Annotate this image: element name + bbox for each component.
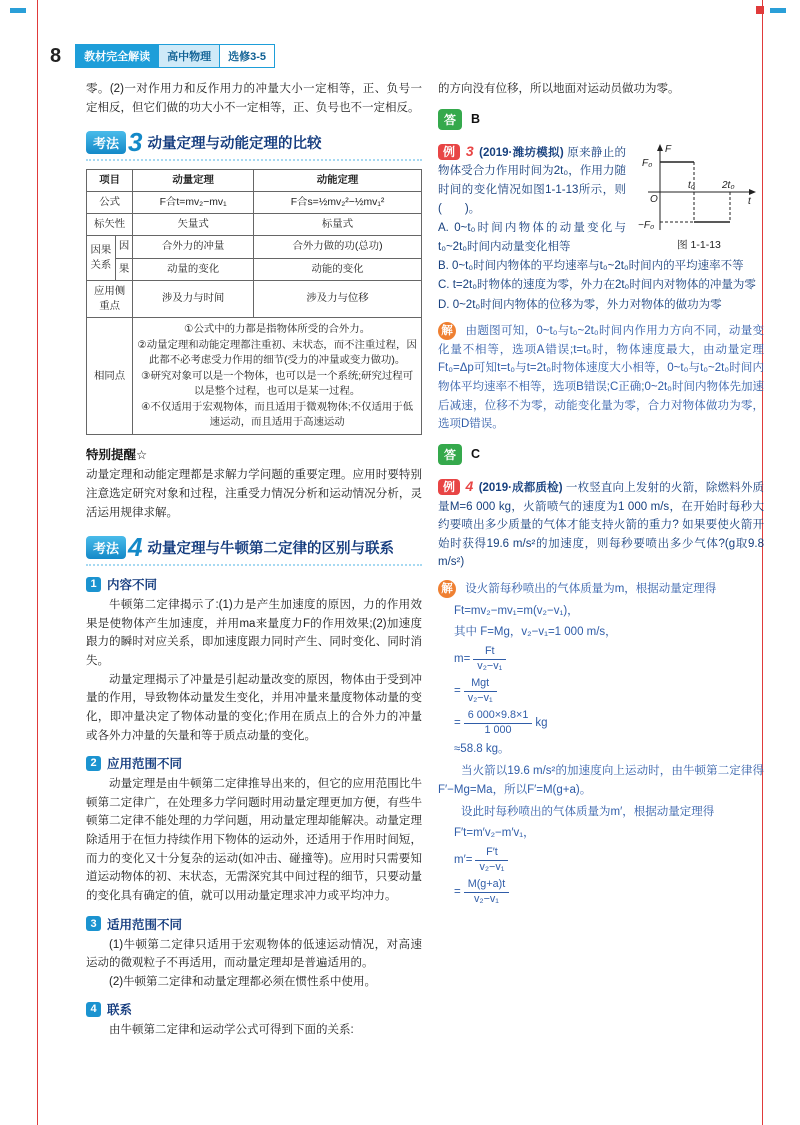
registration-mark: [10, 8, 26, 13]
similarity-item: ④不仅适用于宏观物体，而且适用于微观物体;不仅适用于低速运动，而且适用于高速运动: [141, 402, 414, 429]
cell-momentum-vector: 矢量式: [133, 214, 254, 236]
option-b: B. 0~t₀时间内物体的平均速率与t₀~2t₀时间内的平均速率不等: [438, 259, 744, 272]
section-title: 联系: [107, 1003, 133, 1018]
section4-heading: [86, 1000, 422, 1018]
frac-suffix: kg: [535, 717, 548, 730]
section-number-badge: 4: [86, 1002, 101, 1017]
content-columns: [86, 80, 764, 1040]
answer-row: [438, 109, 764, 130]
frac-lhs: =: [454, 685, 461, 698]
frac-lhs: =: [454, 886, 461, 899]
cell-effect-energy: 动能的变化: [254, 258, 422, 280]
tick-label-negF0: −F₀: [638, 219, 655, 231]
example-text: 一枚竖直向上发射的火箭，除燃料外质量M=6 000 kg，火箭喷气的速度为1 000 m/s，在开始时每秒大约要喷出多少质量的气体才能支持火箭的重力? 如果要使火箭开始时获得19.6 m/s²的加速度，则每秒要喷出多少气体?(g取9.8 m/s²): [438, 481, 764, 569]
frac-numerator: 6 000×9.8×1: [464, 709, 533, 723]
cell-cause-momentum: 合外力的冲量: [133, 236, 254, 258]
tick-label-2t0: 2t₀: [722, 179, 735, 191]
kaofa-title: 动量定理与牛顿第二定律的区别与联系: [147, 540, 394, 557]
fraction: [473, 645, 506, 673]
similarity-item: ②动量定理和动能定理都注重初、末状态，而不注重过程，因此都不必考虑受力作用的细节(受力的冲量或变力做功)。: [137, 339, 417, 366]
solution-text: 由题图可知，0~t₀与t₀~2t₀时间内作用力方向不同，动量变化量不相等，选项A错误;t=t₀时，物体速度最大，由动量定理Ft₀=Δp可知t=t₀与t=2t₀时物体速度大小相等，0~t₀与t₀~2t₀时间内物体平均速率不相等，选项B错误;C正确;0~2t₀时间内物体先加速后减速，位移不为零，动能变化量为零，合力对物体做功为零，选项D错误。: [438, 325, 765, 431]
solution-badge: 解: [438, 580, 456, 598]
kaofa3-heading: [86, 129, 422, 161]
cell-similarities: [133, 317, 422, 435]
registration-mark: [770, 8, 786, 13]
example4-stem: [438, 475, 764, 572]
section4-paragraph: 由牛顿第二定律和运动学公式可得到下面的关系:: [109, 1024, 354, 1037]
equation-line: ≈58.8 kg。: [454, 743, 510, 756]
section-number-badge: 1: [86, 577, 101, 592]
tick-label-F0: F₀: [642, 157, 653, 169]
kaofa4-heading: [86, 534, 422, 566]
section3-paragraph: (1)牛顿第二定律只适用于宏观物体的低速运动情况，对高速运动的微观粒子不再适用，而动量定理却是普遍适用的。: [86, 938, 422, 970]
solution-intro: [438, 580, 764, 599]
figure-1-1-13: [634, 140, 764, 252]
section-number-badge: 3: [86, 916, 101, 931]
section1-paragraph: 动量定理揭示了冲量是引起动量改变的原因，物体由于受到冲量的作用，导致物体动量发生变化，并用冲量来量度物体动量的变化，即冲量决定了物体动量的变化;作用在质点上的合外力的冲量或各外力冲量的矢量和等于质点动量的变化。: [86, 673, 422, 742]
sub-label-cause: 因: [115, 236, 132, 258]
answer-row: [438, 444, 764, 465]
solution-paragraph: 设此时每秒喷出的气体质量为m′，根据动量定理得: [461, 805, 715, 818]
section1-paragraph: 牛顿第二定律揭示了:(1)力是产生加速度的原因，力的作用效果是使物体产生加速度，并用ma来量度力F的作用效果;(2)加速度跟力的瞬时对应关系，即加速度跟力同时产生、同时变化、同时消失。: [86, 599, 422, 668]
col-header-energy: 动能定理: [254, 170, 422, 192]
fraction: [475, 846, 508, 874]
option-d: D. 0~2t₀时间内物体的位移为零，外力对物体的做功为零: [438, 298, 722, 311]
option-a: A. 0~t₀时间内物体的动量变化与t₀~2t₀时间内动量变化相等: [438, 222, 626, 253]
section-title: 内容不同: [107, 578, 158, 593]
cell-cause-energy: 合外力做的功(总功): [254, 236, 422, 258]
section2-paragraph: 动量定理是由牛顿第二定律推导出来的，但它的应用范围比牛顿第二定律广，在处理多力学问题时用动量定理更加方便，有些牛顿第二定律不能处理的力学问题，用动量定理却能解决。动量定理除适用于在恒力持续作用下物体的运动外，还适用于作用时间短，而力的变化又十分复杂的运动(如冲击、碰撞等)。应用时只需要知道运动物体的初、末状态，无需深究其中间过程的细节，只要动量的变化具有确定的值，就可以用动量定理求冲力或平均冲力。: [86, 778, 422, 902]
table-row: [87, 236, 422, 258]
kaofa-number: 4: [128, 532, 143, 563]
example-badge: 例: [438, 144, 460, 160]
kaofa-tag: 考法: [86, 536, 126, 559]
frac-denominator: v₂−v₁: [474, 892, 499, 905]
origin-label: O: [650, 193, 658, 205]
frac-lhs: m=: [454, 653, 471, 666]
fraction: [464, 878, 510, 906]
solution-paragraph: 当火箭以19.6 m/s²的加速度向上运动时，由牛顿第二定律得F′−Mg=Ma，所以F′=M(g+a)。: [438, 765, 764, 796]
option-c: C. t=2t₀时物体的速度为零，外力在2t₀时间内对物体的冲量为零: [438, 279, 756, 292]
table-row: [87, 192, 422, 214]
frac-lhs: =: [454, 717, 461, 730]
fraction-line: [454, 645, 764, 673]
similarity-item: ③研究对象可以是一个物体，也可以是一个系统;研究过程可以是整个过程，也可以是某一过程。: [141, 371, 414, 398]
example-number: 3: [465, 142, 474, 159]
cell-energy-formula: F合s=½mv₂²−½mv₁²: [254, 192, 422, 214]
solution4-block: [438, 580, 764, 906]
table-header-row: [87, 170, 422, 192]
continuation-paragraph: 的方向没有位移，所以地面对运动员做功为零。: [438, 83, 680, 95]
example-source: (2019·潍坊模拟): [479, 146, 564, 159]
frac-numerator: Mgt: [464, 677, 497, 691]
frac-numerator: F′t: [475, 846, 508, 860]
edition-badge: 选修3-5: [220, 44, 275, 68]
col-header-item: 项目: [87, 170, 133, 192]
cell-energy-scalar: 标量式: [254, 214, 422, 236]
cell-focus-momentum: 涉及力与时间: [133, 280, 254, 317]
subject-badge: 高中物理: [159, 44, 220, 68]
section3-paragraph: (2)牛顿第二定律和动量定理都必须在惯性系中使用。: [109, 975, 377, 988]
cell-effect-momentum: 动量的变化: [133, 258, 254, 280]
fraction-line: [454, 846, 764, 874]
left-column: [86, 80, 422, 1040]
kaofa-number: 3: [128, 127, 143, 158]
example3-block: [438, 140, 764, 315]
frac-denominator: v₂−v₁: [467, 691, 493, 704]
frac-denominator: v₂−v₁: [477, 659, 503, 672]
frac-numerator: M(g+a)t: [464, 878, 510, 892]
solution3-block: [438, 322, 764, 434]
kaofa-title: 动量定理与动能定理的比较: [147, 135, 322, 152]
page-number: 8: [50, 44, 62, 67]
kaofa-tag: 考法: [86, 131, 126, 154]
example4-block: [438, 475, 764, 572]
section2-heading: [86, 754, 422, 772]
table-row: [87, 258, 422, 280]
cell-focus-energy: 涉及力与位移: [254, 280, 422, 317]
axis-label-F: F: [665, 143, 672, 155]
frac-denominator: v₂−v₁: [479, 860, 505, 873]
row-label: 相同点: [87, 317, 133, 435]
figure-caption: 图 1-1-13: [677, 238, 721, 251]
example-text: 原来静止的物体受合力作用时间为2t₀，作用力随时间的变化情况如图1-1-13所示，则( )。: [438, 146, 627, 215]
example-source: (2019·成都质检): [478, 481, 563, 494]
equation-line: Ft=mv₂−mv₁=m(v₂−v₁)，: [454, 604, 579, 617]
equation-line: 其中 F=Mg，v₂−v₁=1 000 m/s，: [454, 625, 617, 638]
answer-badge: 答: [438, 109, 462, 130]
row-label: 标矢性: [87, 214, 133, 236]
answer-badge: 答: [438, 444, 462, 465]
tick-label-t0: t₀: [688, 179, 695, 191]
equation-line: F′t=m′v₂−m′v₁，: [454, 827, 535, 840]
frac-denominator: 1 000: [484, 723, 512, 736]
col-header-momentum: 动量定理: [133, 170, 254, 192]
similarity-item: ①公式中的力都是指物体所受的合外力。: [184, 323, 371, 335]
example-badge: 例: [438, 479, 460, 495]
row-label-causal: 因果关系: [87, 236, 116, 280]
section-title: 适用范围不同: [107, 917, 183, 932]
right-column: [438, 80, 764, 1040]
example-number: 4: [465, 477, 474, 494]
row-label: 公式: [87, 192, 133, 214]
answer-value: B: [471, 112, 481, 127]
table-row: [87, 280, 422, 317]
section3-heading: [86, 915, 422, 933]
table-row: [87, 317, 422, 435]
solution-intro-text: 设火箭每秒喷出的气体质量为m，根据动量定理得: [465, 583, 717, 596]
series-badge: 教材完全解读: [75, 44, 159, 68]
force-time-graph: [636, 140, 762, 236]
section-number-badge: 2: [86, 756, 101, 771]
trim-line-left: [37, 0, 38, 1125]
section1-heading: [86, 575, 422, 593]
fraction: [464, 677, 497, 705]
fraction: [464, 709, 533, 737]
table-row: [87, 214, 422, 236]
registration-mark: [756, 6, 764, 14]
section-title: 应用范围不同: [107, 757, 183, 772]
fraction-line: [454, 878, 764, 906]
page-header: [50, 44, 275, 68]
comparison-table: [86, 169, 422, 435]
continuation-paragraph: 零。(2)一对作用力和反作用力的冲量大小一定相等，正、负号一定相反，但它们做的功大小不一定相等，正、负号也不一定相反。: [86, 83, 422, 114]
frac-lhs: m′=: [454, 854, 473, 867]
special-note-title: 特别提醒☆: [86, 448, 148, 463]
solution-badge: 解: [438, 322, 456, 340]
frac-numerator: Ft: [473, 645, 506, 659]
cell-momentum-formula: F合t=mv₂−mv₁: [133, 192, 254, 214]
fraction-line: [454, 677, 764, 705]
sub-label-effect: 果: [115, 258, 132, 280]
special-note-text: 动量定理和动能定理都是求解力学问题的重要定理。应用时要特别注意选定研究对象和过程，注重受力情况分析和运动情况分析，灵活运用规律求解。: [86, 469, 422, 519]
fraction-line: [454, 709, 764, 737]
row-label: 应用侧重点: [87, 280, 133, 317]
answer-value: C: [471, 447, 481, 462]
axis-label-t: t: [748, 195, 751, 207]
